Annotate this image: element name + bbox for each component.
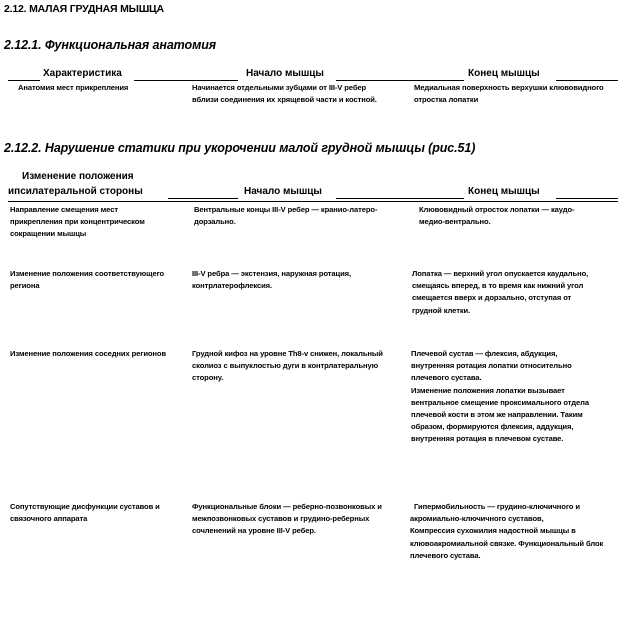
table2-row3-insertion <box>411 348 601 446</box>
table2-row3-insertion-para1: Плечевой сустав — флексия, абдукция, внутренняя ротация лопатки относительно плечевого сустава. <box>411 349 572 383</box>
table2-row4-insertion-para2: Компрессия сухожилия надостной мышцы в клювоакромиальной связке. Функциональный блок плечевого сустава. <box>410 526 604 560</box>
table2-row2-label: Изменение положения соответствующего региона <box>10 269 165 291</box>
table2-row4-insertion-para1: Гипермобильность — грудино-ключичного и акромиально-ключичного суставов, <box>410 502 582 524</box>
table2-row1-origin: Вентральные концы III-V ребер — краниo-латеро-дорзально. <box>194 205 378 227</box>
header-rule <box>134 80 238 81</box>
table2-row2-origin: III-V ребра — экстензия, наружная ротация, контрлатерофлексия. <box>192 269 352 291</box>
header-rule <box>556 80 618 81</box>
table2-row3-insertion-para2: Изменение положения лопатки вызывает вентральное смещение проксимального отдела плечевой кости в этом же направлении. Таким образом, формируются флексия, аддукция, внутренняя ротация в плечевом суставе. <box>411 385 589 444</box>
column-header-position-change-line1: Изменение положения <box>22 171 134 182</box>
table2-row1-insertion <box>419 204 599 228</box>
table2-row3-label: Изменение положения соседних регионов <box>10 349 167 358</box>
column-header-characteristic: Характеристика <box>43 68 122 79</box>
column-header-origin: Начало мышцы <box>244 186 322 197</box>
table2-row2-insertion-text: Лопатка — верхний угол опускается каудально, смещаясь вперед, в то время как нижний угол смещается вверх и дорзально, отступая от грудной клетки. <box>412 269 589 315</box>
header-rule <box>336 80 464 81</box>
table1-row-origin: Начинается отдельными зубцами от III-V ребер вблизи соединения их хрящевой части и костной. <box>192 83 377 105</box>
subsection-title-statics: 2.12.2. Нарушение статики при укорочении малой грудной мышцы (рис.51) <box>4 141 476 155</box>
table2-row1-label: Направление смещения мест прикрепления при концентрическом сокращении мышцы <box>10 205 145 239</box>
column-header-insertion: Конец мышцы <box>468 186 540 197</box>
table2-row2-insertion <box>412 268 600 317</box>
column-header-position-change-line2: ипсилатеральной стороны <box>8 186 143 197</box>
column-header-origin: Начало мышцы <box>246 68 324 79</box>
table2-row4-origin: Функциональные блоки — реберно-позвонковых и межпозвонковых суставов и грудино-реберных сочленений на уровне III-V ребер. <box>192 502 382 536</box>
header-rule <box>336 198 464 199</box>
subsection-title-anatomy: 2.12.1. Функциональная анатомия <box>4 38 217 52</box>
header-underline <box>8 201 618 202</box>
table1-row-label: Анатомия мест прикрепления <box>18 83 129 92</box>
table1-row-insertion: Медиальная поверхность верхушки клювовидного отростка лопатки <box>414 83 604 105</box>
table2-row3-origin: Грудной кифоз на уровне Th8-v снижен, локальный сколиоз с выпуклостью дуги в контрлатеральную сторону. <box>192 349 383 383</box>
header-rule <box>556 198 618 199</box>
table2-row4-insertion <box>410 501 610 562</box>
column-header-insertion: Конец мышцы <box>468 68 540 79</box>
table2-row1-insertion-text: Клювовидный отросток лопатки — каудо-медио-вентрально. <box>419 205 575 227</box>
header-rule <box>168 198 238 199</box>
section-title: 2.12. МАЛАЯ ГРУДНАЯ МЫШЦА <box>4 3 164 15</box>
table2-row4-label: Сопутствующие дисфункции суставов и связочного аппарата <box>10 502 160 524</box>
header-rule <box>8 80 40 81</box>
